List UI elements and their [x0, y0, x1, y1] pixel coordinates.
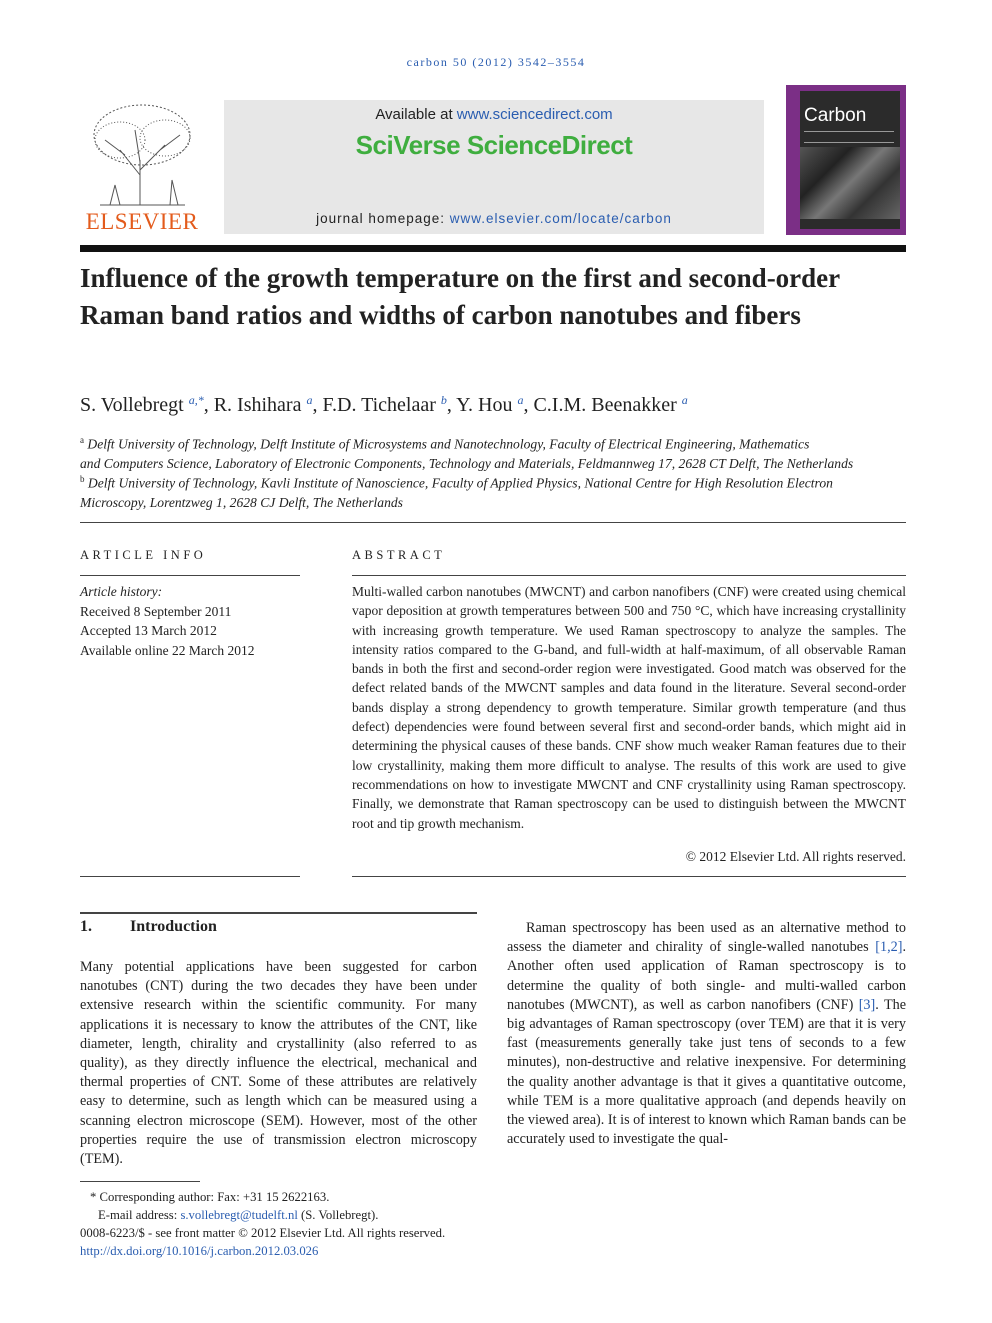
footnote-rule — [80, 1181, 200, 1182]
cover-title: Carbon — [804, 105, 867, 126]
journal-citation: carbon 50 (2012) 3542–3554 — [406, 55, 586, 69]
affiliation-a: $^a$ Delft University of Technology, Delft Institute of Microsystems and Nanotechnology, Faculty of Electrical Engineering, Mathematics and Computers Science, Laboratory of Electronic Components, Technology and Materials, Feldmannweg 17, 2628 CT Delft, The Netherlands — [80, 435, 854, 472]
footnotes — [80, 1188, 580, 1260]
author[interactable]: Y. Hou $^a$ — [456, 393, 524, 416]
online-date: Available online 22 March 2012 — [80, 642, 255, 658]
header-bar — [80, 245, 906, 252]
journal-homepage-link[interactable]: www.elsevier.com/locate/carbon — [449, 211, 672, 226]
received-date: Received 8 September 2011 — [80, 603, 232, 619]
sciencedirect-banner — [224, 100, 764, 234]
abstract-text: Multi-walled carbon nanotubes (MWCNT) and carbon nanofibers (CNF) were created using chemical vapor deposition at growth temperatures between 500 and 750 °C, which have increasing crystallinity with increasing growth temperature. We used Raman spectroscopy to analyze the samples. The intensity ratios compared to the G-band, and full-width at half-maximum, of all observable Raman bands in both the first and second-order region were investigated. Good match was observed for the defect related bands of the MWCNT samples and data found in the literature. Several second-order bands display a strong dependency to growth temperature. Similar growth temperature (and thus defect) dependencies were found between several first and second-order bands, which might aid in determining the physical causes of these bands. CNF show much weaker Raman features due to their low crystallinity, making them more difficult to analyse. The results of this work are used to give recommendations on how to investigate MWCNT and CNF crystallinity using Raman spectroscopy. Finally, we demonstrate that Raman spectroscopy can be used to distinguish between the MWCNT root and tip growth mechanism. — [352, 584, 906, 831]
divider — [352, 575, 906, 576]
author[interactable]: C.I.M. Beenakker $^a$ — [533, 393, 688, 416]
sciencedirect-link[interactable]: www.sciencedirect.com — [456, 106, 613, 123]
journal-cover[interactable] — [786, 85, 906, 235]
author[interactable]: R. Ishihara $^a$ — [213, 393, 313, 416]
article-info-heading: ARTICLE INFO — [80, 548, 207, 562]
doi-line — [80, 1242, 580, 1260]
email-line: E-mail address: s.vollebregt@tudelft.nl (S. Vollebregt). — [98, 1208, 379, 1222]
email-link[interactable]: s.vollebregt@tudelft.nl — [180, 1208, 298, 1222]
cover-rules — [804, 131, 894, 143]
article-history: Article history: Received 8 September 2011 Accepted 13 March 2012 Available online 22 March 2012 — [80, 582, 300, 660]
intro-left-column: Many potential applications have been suggested for carbon nanotubes (CNT) during the two decades they have been under extensive research within the scientific community. For many applications it is necessary to know the attributes of the CNT, like diameter, length, chirality and crystallinity (also referred to as quality), as they directly influence the electrical, mechanical and thermal properties of CNT. Some of these attributes are relatively easy to determine, such as length which can be measured using a scanning electron microscope (SEM). However, most of the other properties require the use of transmission electron microscopy (TEM). — [80, 959, 477, 1168]
abstract-copyright: © 2012 Elsevier Ltd. All rights reserved. — [685, 849, 906, 864]
accepted-date: Accepted 13 March 2012 — [80, 623, 217, 638]
abstract-heading: ABSTRACT — [352, 548, 446, 562]
author[interactable]: F.D. Tichelaar $^b$ — [322, 393, 447, 416]
corresponding-author: * Corresponding author: Fax: +31 15 2622163. — [90, 1190, 330, 1204]
author[interactable]: S. Vollebregt $^{a,*}$ — [80, 393, 204, 416]
section-heading: 1. Introduction — [80, 918, 217, 935]
sciverse-brand[interactable]: SciVerse ScienceDirect — [355, 130, 633, 160]
citation-link[interactable]: [1,2] — [875, 939, 903, 956]
elsevier-logo[interactable] — [80, 100, 204, 235]
divider — [352, 876, 906, 877]
available-at: Available at www.sciencedirect.com — [375, 106, 613, 123]
tree-icon — [80, 100, 204, 210]
cover-image — [800, 91, 900, 229]
journal-homepage: journal homepage: www.elsevier.com/locate/carbon — [316, 211, 672, 226]
article-title: Influence of the growth temperature on the first and second-order Raman band ratios and widths of carbon nanotubes and fibers — [80, 263, 840, 330]
affiliation-b: $^b$ Delft University of Technology, Kavli Institute of Nanoscience, Faculty of Applied Physics, National Centre for High Resolution Electron Microscopy, Lorentzweg 1, 2628 CJ Delft, The Netherlands — [80, 474, 833, 511]
divider — [80, 575, 300, 576]
elsevier-wordmark: ELSEVIER — [85, 209, 199, 234]
intro-right-column: Raman spectroscopy has been used as an alternative method to assess the diameter and chirality of single-walled nanotubes [1,2]. Another often used application of Raman spectroscopy is to determine the quality of both single- and multi-walled carbon nanotubes (MWCNT), as well as carbon nanofibers (CNF) [3]. The big advantages of Raman spectroscopy (over TEM) are that it is very fast (measurements generally take just tens of seconds to a few minutes), non-destructive and relative inexpensive. For determining the quality another advantage is that it gives a quantitative outcome, while TEM is a more qualitative approach (and depends heavily on the viewed area). It is of interest to known which Raman bands can be accurately used to investigate the qual- — [507, 920, 906, 1148]
issn-line: 0008-6223/$ - see front matter © 2012 Elsevier Ltd. All rights reserved. — [80, 1226, 446, 1240]
author-list: S. Vollebregt $^{a,*}$, R. Ishihara $^a$, F.D. Tichelaar $^b$, Y. Hou $^a$, C.I.M. Beenakker $^a$ — [80, 393, 688, 416]
doi-link[interactable]: http://dx.doi.org/10.1016/j.carbon.2012.03.026 — [80, 1244, 319, 1258]
section-rule — [80, 912, 477, 914]
citation-link[interactable]: [3] — [858, 996, 876, 1013]
divider — [80, 876, 300, 877]
divider — [80, 522, 906, 523]
cover-micrograph — [800, 147, 900, 219]
